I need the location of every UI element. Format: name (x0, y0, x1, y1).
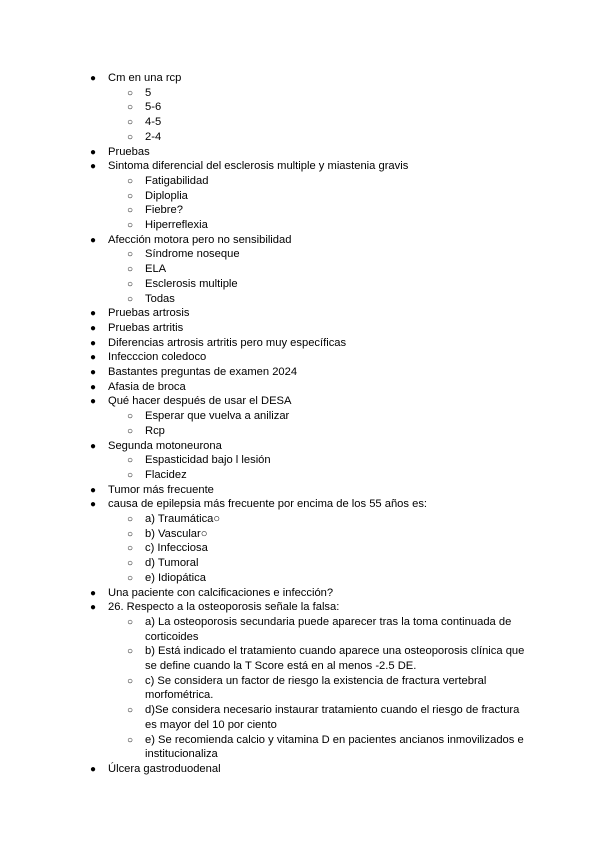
bullet-hollow-icon: ○ (127, 425, 134, 437)
list-item-text: morfométrica. (145, 689, 214, 702)
bullet-hollow-icon: ○ (127, 293, 134, 305)
bullet-hollow-icon: ○ (127, 220, 134, 231)
list-item-text: b) Vascular○ (145, 527, 208, 540)
list-item-text: Síndrome noseque (145, 248, 240, 261)
bullet-hollow-icon: ○ (127, 514, 134, 525)
bullet-filled-icon: ● (90, 381, 97, 393)
bullet-filled-icon: ● (90, 352, 97, 364)
list-item-text: Cm en una rcp (108, 72, 182, 84)
list-item-text: c) Infecciosa (145, 542, 208, 555)
bullet-filled-icon: ● (90, 396, 97, 408)
list-item-text: Segunda motoneurona (108, 439, 222, 452)
bullet-hollow-icon: ○ (127, 543, 134, 555)
bullet-filled-icon: ● (90, 440, 97, 452)
list-item-text: Úlcera gastroduodenal (108, 762, 221, 775)
list-item-text: Afasia de broca (108, 380, 186, 393)
bullet-hollow-icon: ○ (127, 205, 134, 217)
list-item-text: 5 (145, 86, 152, 99)
bullet-filled-icon: ● (90, 602, 97, 614)
bullet-hollow-icon: ○ (127, 411, 134, 423)
list-item-text: Pruebas (108, 145, 150, 158)
bullet-filled-icon: ● (90, 73, 97, 84)
list-item-text: Infecccion coledoco (108, 351, 207, 364)
list-item-text: 26. Respecto a la osteoporosis señale la falsa: (108, 601, 340, 614)
bullet-hollow-icon: ○ (127, 675, 134, 687)
list-item-text: a) Traumática○ (145, 513, 221, 525)
list-item-text: Pruebas artritis (108, 321, 184, 334)
list-item-text: Una paciente con calcificaciones e infección? (108, 586, 334, 599)
list-item-text: e) Se recomienda calcio y vitamina D en pacientes ancianos inmovilizados e (145, 733, 524, 746)
bullet-filled-icon: ● (90, 484, 97, 496)
bullet-hollow-icon: ○ (127, 117, 134, 129)
list-item-text: Afección motora pero no sensibilidad (108, 233, 292, 246)
list-item-text: Diferencias artrosis artritis pero muy específicas (108, 336, 347, 349)
list-item-text: 5-6 (145, 101, 162, 114)
list-item-text: c) Se considera un factor de riesgo la existencia de fractura vertebral (145, 674, 487, 687)
bullet-hollow-icon: ○ (127, 528, 134, 540)
bullet-filled-icon: ● (90, 308, 97, 320)
list-item-text: es mayor del 10 por ciento (145, 718, 277, 731)
list-item-text: Pruebas artrosis (108, 307, 190, 320)
list-item-text: Qué hacer después de usar el DESA (108, 395, 292, 408)
list-item-text: se define cuando la T Score está en al menos -2.5 DE. (145, 660, 417, 672)
bullet-hollow-icon: ○ (127, 646, 134, 658)
bullet-filled-icon: ● (90, 337, 97, 349)
bullet-hollow-icon: ○ (127, 616, 134, 628)
list-item-text: corticoides (145, 630, 199, 643)
bullet-filled-icon: ● (90, 234, 97, 246)
bullet-filled-icon: ● (90, 763, 97, 775)
bullet-hollow-icon: ○ (127, 278, 134, 290)
list-item-text: d)Se considera necesario instaurar tratamiento cuando el riesgo de fractura (145, 704, 520, 717)
bullet-hollow-icon: ○ (127, 558, 134, 570)
bullet-hollow-icon: ○ (127, 190, 134, 202)
list-item-text: Esperar que vuelva a anilizar (145, 410, 290, 423)
list-item-text: Tumor más frecuente (108, 483, 214, 496)
list-item-text: Espasticidad bajo l lesión (145, 454, 271, 467)
list-item-text: causa de epilepsia más frecuente por encima de los 55 años es: (108, 498, 428, 511)
list-item-text: Fiebre? (145, 204, 183, 217)
list-item-text: a) La osteoporosis secundaria puede aparecer tras la toma continuada de (145, 615, 512, 628)
bullet-filled-icon: ● (90, 161, 97, 173)
list-item-text: Todas (145, 292, 175, 305)
bullet-hollow-icon: ○ (127, 455, 134, 467)
list-item-text: 4-5 (145, 116, 162, 129)
bullet-hollow-icon: ○ (127, 705, 134, 717)
list-item-text: b) Está indicado el tratamiento cuando aparece una osteoporosis clínica que (145, 645, 525, 658)
bullet-filled-icon: ● (90, 587, 97, 599)
bullet-filled-icon: ● (90, 146, 97, 158)
list-item-text: Sintoma diferencial del esclerosis multiple y miastenia gravis (108, 160, 409, 173)
bullet-filled-icon: ● (90, 367, 97, 378)
list-item-text: Bastantes preguntas de examen 2024 (108, 366, 298, 378)
bullet-hollow-icon: ○ (127, 469, 134, 481)
bullet-hollow-icon: ○ (127, 175, 134, 187)
bullet-hollow-icon: ○ (127, 249, 134, 261)
list-item-text: ELA (145, 263, 167, 276)
bullet-filled-icon: ● (90, 499, 97, 511)
list-item-text: 2-4 (145, 130, 162, 143)
list-item-text: Hiperreflexia (145, 219, 208, 231)
bullet-hollow-icon: ○ (127, 734, 134, 746)
bullet-hollow-icon: ○ (127, 87, 134, 99)
list-item-text: Fatigabilidad (145, 174, 209, 187)
bullet-hollow-icon: ○ (127, 264, 134, 276)
bullet-filled-icon: ● (90, 322, 97, 334)
bullet-hollow-icon: ○ (127, 102, 134, 114)
list-item-text: d) Tumoral (145, 557, 199, 570)
list-item-text: Diploplia (145, 189, 188, 202)
list-item-text: Flacidez (145, 468, 187, 481)
list-item-text: institucionaliza (145, 748, 218, 761)
list-item-text: e) Idiopática (145, 571, 206, 584)
bullet-hollow-icon: ○ (127, 131, 134, 143)
list-item-text: Rcp (145, 424, 165, 437)
bullet-hollow-icon: ○ (127, 572, 134, 584)
list-item-text: Esclerosis multiple (145, 277, 238, 290)
